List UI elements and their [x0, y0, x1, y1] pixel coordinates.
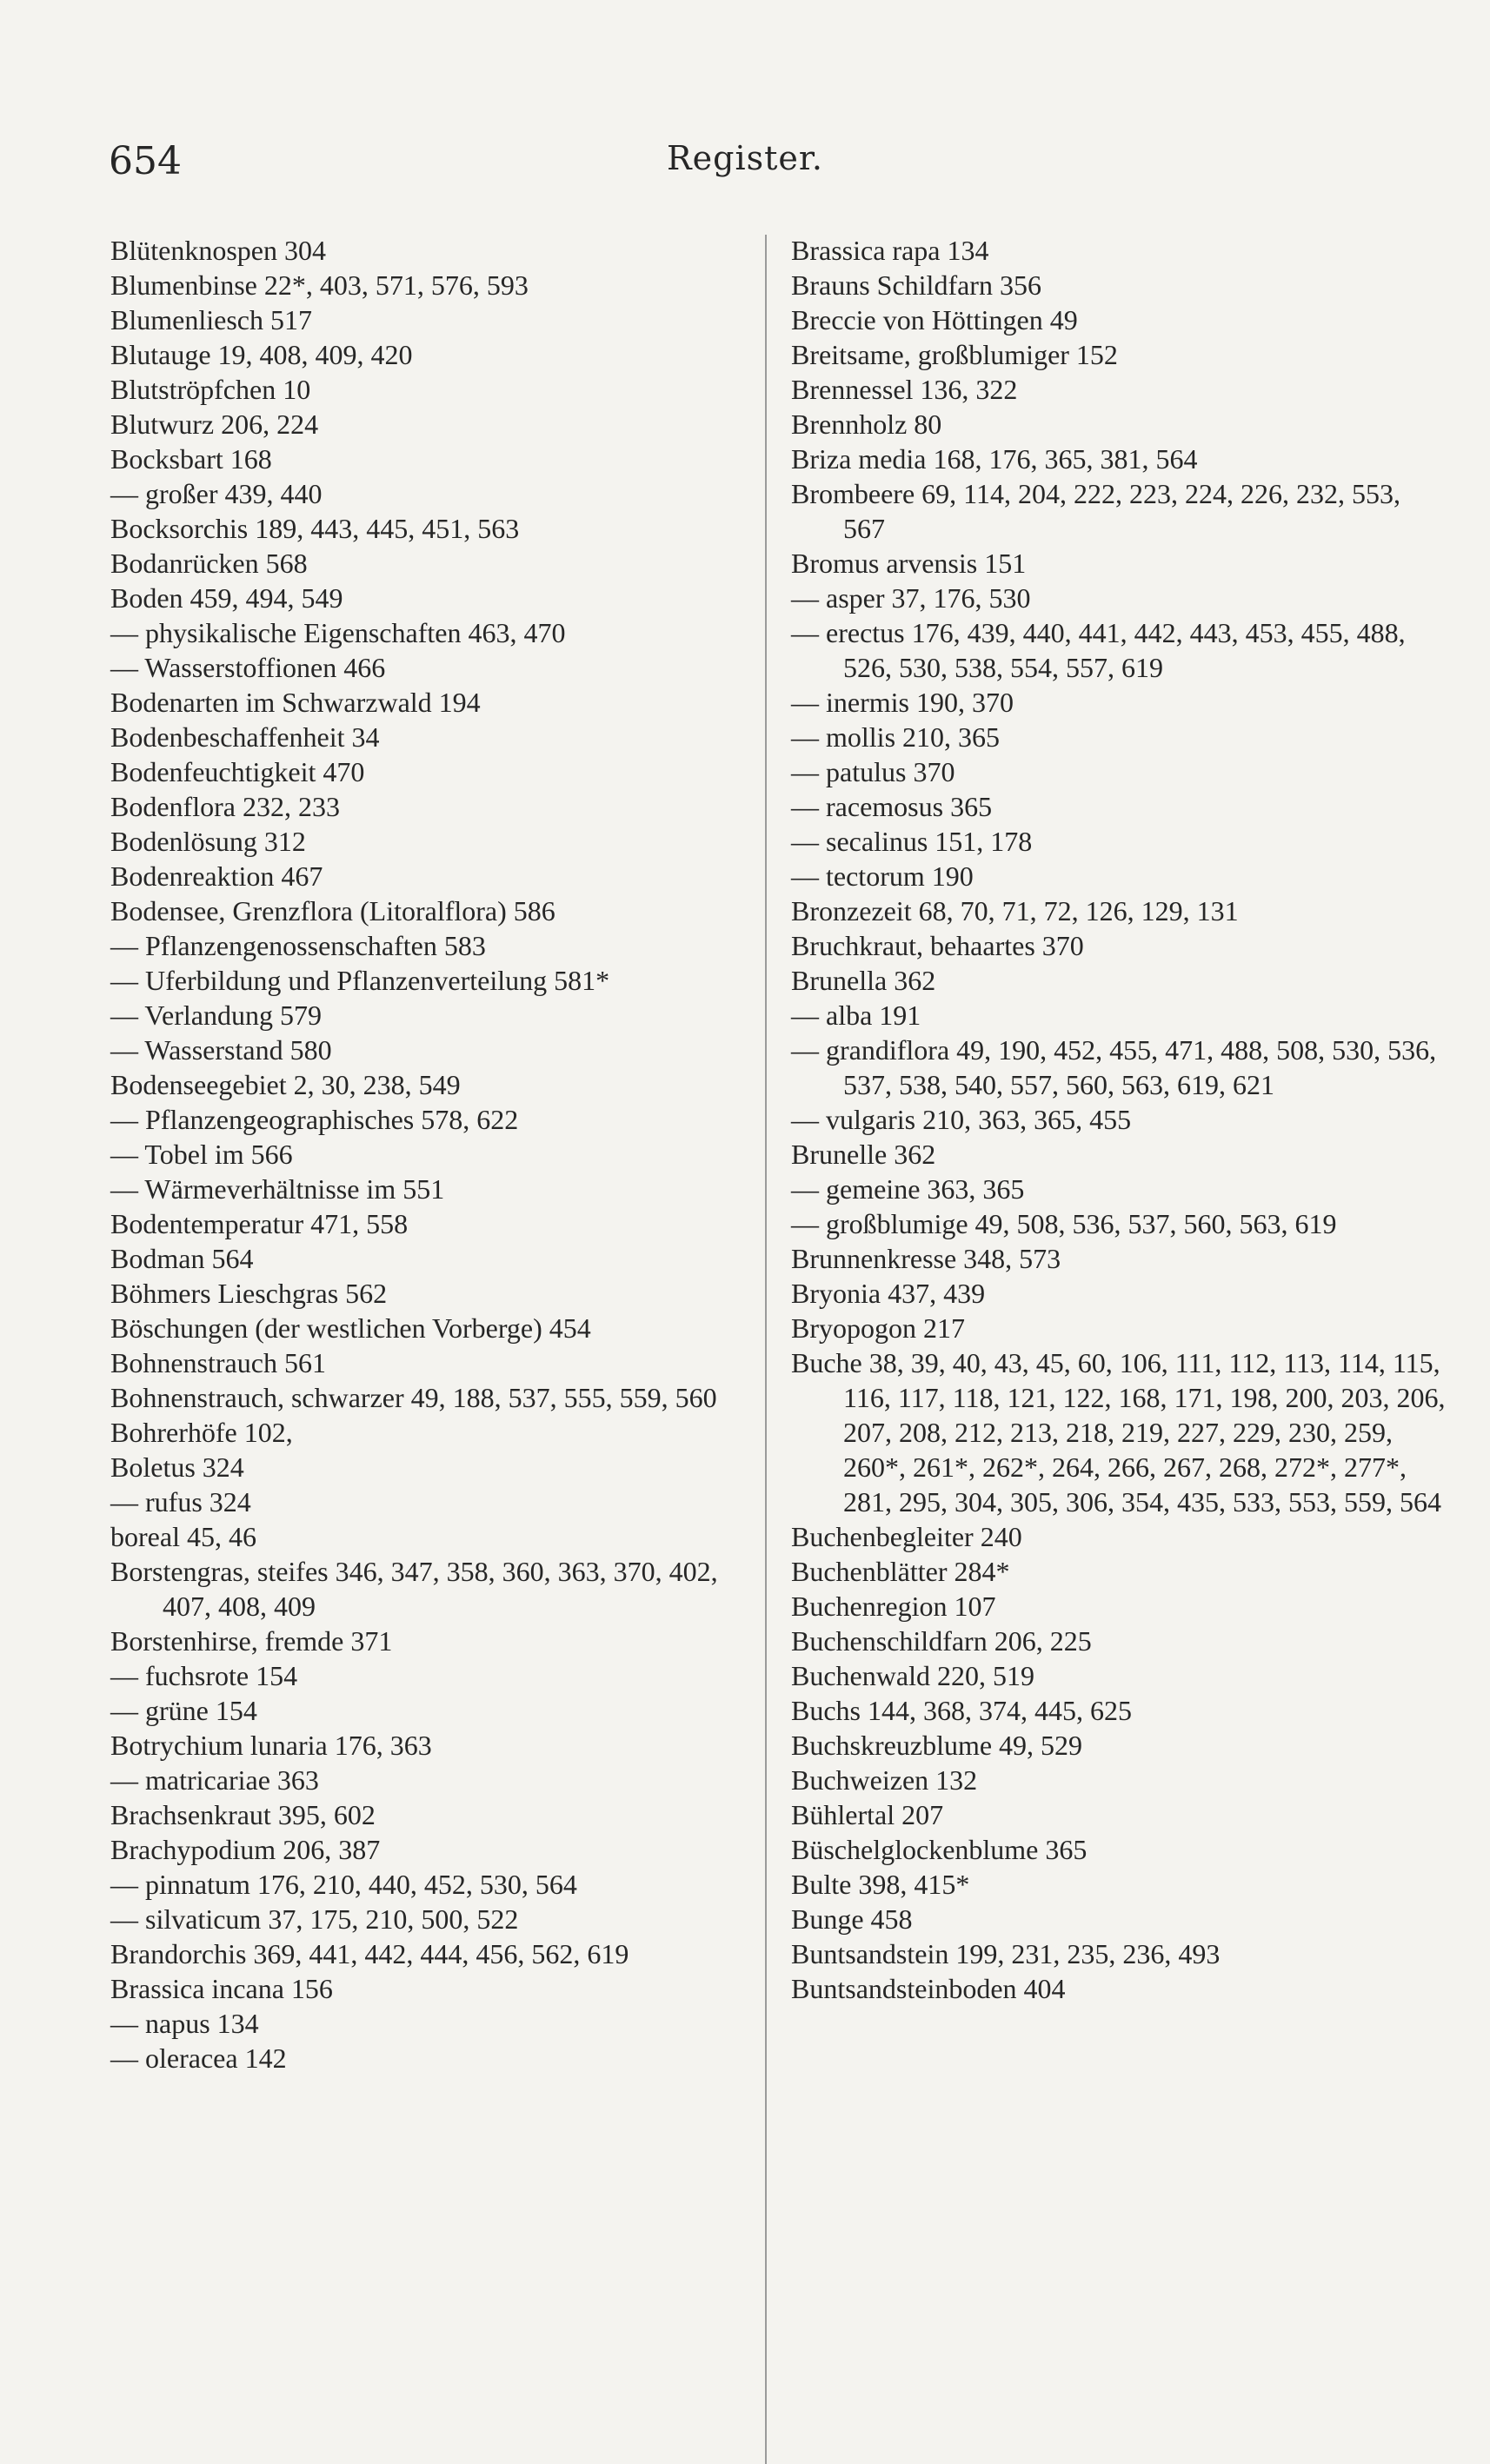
index-entry: Büschelglockenblume 365: [791, 1834, 1088, 1865]
index-entry: Brandorchis 369, 441, 442, 444, 456, 562, 619: [110, 1938, 629, 1969]
index-entry: — grandiflora 49, 190, 452, 455, 471, 488, 508, 530, 536, 537, 538, 540, 557, 560, 563, 619, 621: [791, 1034, 1437, 1100]
index-entry: — rufus 324: [110, 1486, 251, 1518]
index-entry: Bodenreaktion 467: [110, 860, 323, 892]
index-entry: Boden 459, 494, 549: [110, 582, 343, 614]
index-entry: Brassica incana 156: [110, 1973, 333, 2004]
index-entry: Buchenblätter 284*: [791, 1556, 1010, 1587]
index-entry: Buchenbegleiter 240: [791, 1521, 1022, 1552]
index-entry: — mollis 210, 365: [791, 721, 1001, 753]
index-entry: — großblumige 49, 508, 536, 537, 560, 563, 619: [791, 1208, 1337, 1239]
index-entry: Borstengras, steifes 346, 347, 358, 360, 363, 370, 402, 407, 408, 409: [110, 1556, 718, 1622]
index-entry: Buchs 144, 368, 374, 445, 625: [791, 1695, 1132, 1726]
index-entry: Buntsandstein 199, 231, 235, 236, 493: [791, 1938, 1221, 1969]
index-entry: Böhmers Lieschgras 562: [110, 1278, 388, 1309]
index-entry: — matricariae 363: [110, 1764, 319, 1796]
index-entry: — patulus 370: [791, 756, 955, 787]
index-entry: Bodanrücken 568: [110, 548, 308, 579]
index-entry: — Wärmeverhältnisse im 551: [110, 1173, 445, 1205]
index-entry: Bodensee, Grenzflora (Litoralflora) 586: [110, 895, 555, 926]
index-entry: Buche 38, 39, 40, 43, 45, 60, 106, 111, 112, 113, 114, 115, 116, 117, 118, 121, 122, 168, 171, 198, 200, 203, 206, 207, 208, 212, 213, 218, 219, 227, 229, 230, 259, 260*, 261*, 262*, 264, 266, 267, 268, 272*, 277*, 281, 295, 304, 305, 306, 354, 435, 533, 553, 559, 564: [791, 1347, 1446, 1518]
index-entry: — Tobel im 566: [110, 1139, 293, 1170]
index-column-left: [110, 233, 767, 2075]
index-entry: Bodenflora 232, 233: [110, 791, 340, 822]
index-entry: Bodenbeschaffenheit 34: [110, 721, 380, 753]
index-entry: Boletus 324: [110, 1451, 244, 1483]
index-column-right: [791, 233, 1447, 2006]
index-entry: Bruchkraut, behaartes 370: [791, 930, 1084, 961]
index-entry: Böschungen (der westlichen Vorberge) 454: [110, 1312, 591, 1344]
index-entry: Blütenknospen 304: [110, 235, 326, 266]
index-entry: Bunge 458: [791, 1903, 913, 1935]
index-entry: Breitsame, großblumiger 152: [791, 339, 1118, 370]
index-entry: Botrychium lunaria 176, 363: [110, 1730, 432, 1761]
index-entry: Bodenarten im Schwarzwald 194: [110, 687, 481, 718]
page-number: 654: [109, 139, 182, 183]
index-entry: — grüne 154: [110, 1695, 257, 1726]
index-entry: — erectus 176, 439, 440, 441, 442, 443, 453, 455, 488, 526, 530, 538, 554, 557, 619: [791, 617, 1406, 683]
index-entry: Brennholz 80: [791, 408, 942, 440]
index-entry: Bodenfeuchtigkeit 470: [110, 756, 365, 787]
index-entry: — vulgaris 210, 363, 365, 455: [791, 1104, 1132, 1135]
index-entry: Brunelle 362: [791, 1139, 936, 1170]
index-entry: Bryonia 437, 439: [791, 1278, 986, 1309]
index-entry: — gemeine 363, 365: [791, 1173, 1025, 1205]
index-entry: — großer 439, 440: [110, 478, 323, 509]
index-entry: Bohrerhöfe 102,: [110, 1417, 293, 1448]
index-entry: Buchskreuzblume 49, 529: [791, 1730, 1083, 1761]
index-entry: — racemosus 365: [791, 791, 993, 822]
index-entry: Buchenregion 107: [791, 1591, 996, 1622]
index-entry: Briza media 168, 176, 365, 381, 564: [791, 443, 1198, 475]
index-entry: Buchweizen 132: [791, 1764, 978, 1796]
index-entry: Bodenseegebiet 2, 30, 238, 549: [110, 1069, 461, 1100]
running-title: Register.: [667, 139, 823, 177]
index-entry: — physikalische Eigenschaften 463, 470: [110, 617, 566, 648]
index-entry: Blumenbinse 22*, 403, 571, 576, 593: [110, 269, 529, 301]
index-entry: boreal 45, 46: [110, 1521, 256, 1552]
index-entry: — napus 134: [110, 2008, 259, 2039]
index-entry: Bodenlösung 312: [110, 826, 306, 857]
index-entry: Bronzezeit 68, 70, 71, 72, 126, 129, 131: [791, 895, 1239, 926]
index-entry: Bohnenstrauch, schwarzer 49, 188, 537, 555, 559, 560: [110, 1382, 717, 1413]
index-entry: Blutströpfchen 10: [110, 374, 311, 405]
index-entry: Brachsenkraut 395, 602: [110, 1799, 376, 1830]
index-entry: Brombeere 69, 114, 204, 222, 223, 224, 226, 232, 553, 567: [791, 478, 1400, 544]
index-entry: Bühlertal 207: [791, 1799, 944, 1830]
index-entry: Breccie von Höttingen 49: [791, 304, 1078, 335]
index-entry: Blutwurz 206, 224: [110, 408, 319, 440]
index-entry: Buntsandsteinboden 404: [791, 1973, 1066, 2004]
index-entry: Borstenhirse, fremde 371: [110, 1625, 393, 1657]
index-entry: — asper 37, 176, 530: [791, 582, 1031, 614]
index-entry: Bromus arvensis 151: [791, 548, 1027, 579]
index-entry: Buchenschildfarn 206, 225: [791, 1625, 1092, 1657]
index-entry: Brassica rapa 134: [791, 235, 989, 266]
index-entry: Bodman 564: [110, 1243, 254, 1274]
index-entry: — alba 191: [791, 1000, 921, 1031]
index-entry: — Uferbildung und Pflanzenverteilung 581*: [110, 965, 610, 996]
index-entry: — oleracea 142: [110, 2042, 287, 2074]
index-entry: — Pflanzengenossenschaften 583: [110, 930, 486, 961]
index-entry: — Wasserstand 580: [110, 1034, 332, 1066]
index-entry: — Wasserstoffionen 466: [110, 652, 386, 683]
index-entry: Brunella 362: [791, 965, 936, 996]
index-entry: Brunnenkresse 348, 573: [791, 1243, 1061, 1274]
index-entry: — tectorum 190: [791, 860, 974, 892]
index-entry: — silvaticum 37, 175, 210, 500, 522: [110, 1903, 519, 1935]
index-entry: — pinnatum 176, 210, 440, 452, 530, 564: [110, 1869, 577, 1900]
index-entry: Bocksorchis 189, 443, 445, 451, 563: [110, 513, 520, 544]
index-entry: — fuchsrote 154: [110, 1660, 298, 1691]
index-entry: Brauns Schildfarn 356: [791, 269, 1041, 301]
index-entry: Brennessel 136, 322: [791, 374, 1018, 405]
index-entry: Bulte 398, 415*: [791, 1869, 970, 1900]
index-entry: Blutauge 19, 408, 409, 420: [110, 339, 413, 370]
index-entry: Bryopogon 217: [791, 1312, 965, 1344]
index-entry: Bodentemperatur 471, 558: [110, 1208, 409, 1239]
index-entry: — Pflanzengeographisches 578, 622: [110, 1104, 519, 1135]
index-entry: Bohnenstrauch 561: [110, 1347, 326, 1378]
index-entry: — secalinus 151, 178: [791, 826, 1033, 857]
index-entry: — inermis 190, 370: [791, 687, 1014, 718]
index-entry: Brachypodium 206, 387: [110, 1834, 381, 1865]
index-entry: — Verlandung 579: [110, 1000, 322, 1031]
column-divider: [765, 235, 767, 2464]
index-entry: Blumenliesch 517: [110, 304, 312, 335]
index-entry: Bocksbart 168: [110, 443, 272, 475]
index-entry: Buchenwald 220, 519: [791, 1660, 1034, 1691]
